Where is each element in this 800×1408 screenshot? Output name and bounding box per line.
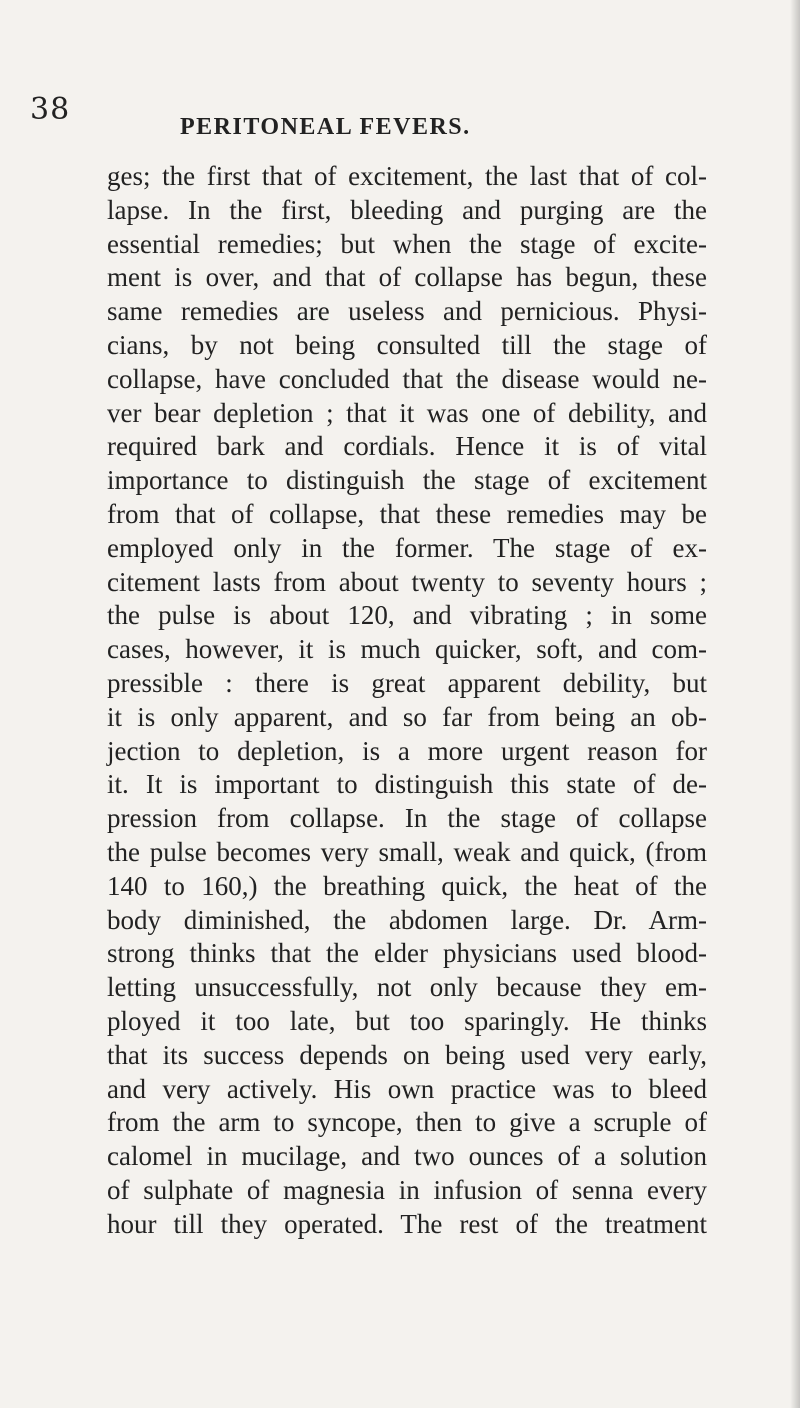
text-line: ver bear depletion ; that it was one of debility, and [107, 397, 707, 428]
text-line: ployed it too late, but too sparingly. He thinks [107, 1005, 707, 1036]
text-line: importance to distinguish the stage of excitement [107, 465, 707, 496]
page-number: 38 [30, 92, 71, 127]
text-line: same remedies are useless and pernicious. Physi- [107, 296, 707, 327]
text-line: from the arm to syncope, then to give a scruple of [107, 1107, 707, 1138]
text-line: pressible : there is great apparent debility, but [107, 667, 707, 698]
text-line: cases, however, it is much quicker, soft, and com- [107, 634, 707, 665]
running-head: PERITONEAL FEVERS. [180, 114, 471, 140]
text-line: that its success depends on being used very early, [107, 1039, 707, 1070]
text-line: jection to depletion, is a more urgent reason for [107, 735, 707, 766]
text-line: the pulse becomes very small, weak and quick, (from [107, 836, 707, 867]
text-line: letting unsuccessfully, not only because they em- [107, 972, 707, 1003]
text-line: required bark and cordials. Hence it is of vital [107, 431, 707, 462]
text-line: of sulphate of magnesia in infusion of senna every [107, 1174, 707, 1205]
text-line: hour till they operated. The rest of the treatment [107, 1208, 707, 1239]
text-line: collapse, have concluded that the disease would ne- [107, 363, 707, 394]
text-line: 140 to 160,) the breathing quick, the heat of the [107, 870, 707, 901]
page-edge-shadow [790, 0, 800, 1408]
text-line: strong thinks that the elder physicians used blood- [107, 938, 707, 969]
text-line: citement lasts from about twenty to seventy hours ; [107, 566, 707, 597]
text-line: essential remedies; but when the stage of excite- [107, 228, 707, 259]
text-line: the pulse is about 120, and vibrating ; in some [107, 600, 707, 631]
text-line: employed only in the former. The stage of ex- [107, 532, 707, 563]
text-line: and very actively. His own practice was to bleed [107, 1073, 707, 1104]
text-line: body diminished, the abdomen large. Dr. Arm- [107, 904, 707, 935]
text-line: ment is over, and that of collapse has begun, these [107, 262, 707, 293]
text-line: calomel in mucilage, and two ounces of a solution [107, 1141, 707, 1172]
text-line: lapse. In the first, bleeding and purging are the [107, 194, 707, 225]
text-line: pression from collapse. In the stage of collapse [107, 803, 707, 834]
text-line: from that of collapse, that these remedies may be [107, 498, 707, 529]
text-line: ges; the first that of excitement, the last that of col- [107, 161, 707, 191]
body-text [107, 160, 707, 1242]
text-line: it. It is important to distinguish this state of de- [107, 769, 707, 800]
text-line: cians, by not being consulted till the stage of [107, 329, 707, 360]
text-line: it is only apparent, and so far from being an ob- [107, 701, 707, 732]
